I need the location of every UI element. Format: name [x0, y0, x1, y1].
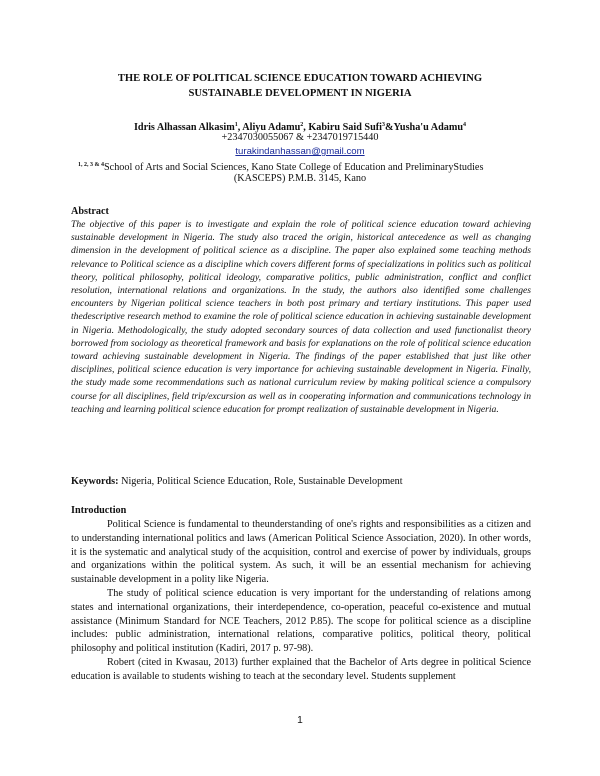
intro-paragraph-3: Robert (cited in Kwasau, 2013) further explained that the Bachelor of Arts degree in political Science education is available to students wishing to teach at the secondary level. Students supplement [71, 656, 531, 682]
paper-title [60, 71, 540, 101]
author-4-sup: 4 [463, 122, 467, 128]
affiliation-text: School of Arts and Social Sciences, Kano State College of Education and PreliminaryStudies [104, 162, 484, 173]
author-3: Kabiru Said Sufi [308, 122, 382, 133]
intro-paragraph-1: Political Science is fundamental to theunderstanding of one's rights and responsibilities as a citizen and to understanding international politics and laws (American Political Science Association, 2020). In other words, it is the systematic and analytical study of the acquisition, control and exercise of power by individuals, groups and organizations within the political system. As such, it will be an essential mechanism for achieving sustainable development in a polity like Nigeria. [71, 519, 531, 586]
page-number: 1 [297, 715, 303, 726]
keywords-text: Nigeria, Political Science Education, Role, Sustainable Development [118, 476, 403, 487]
keywords [71, 475, 531, 488]
author-3-sup: 3 [381, 122, 385, 128]
affiliation-line-2: (KASCEPS) P.M.B. 3145, Kano [233, 173, 367, 184]
author-1-sup: 1 [234, 122, 238, 128]
author-2-sup: 2 [300, 122, 304, 128]
author-separator: , [237, 122, 243, 133]
author-separator: , [303, 122, 309, 133]
intro-paragraph-2: The study of political science education is very important for the understanding of relations among states and international organizations, their interdependence, co-operation, peaceful co-existence and mutual assistance (Minimum Standard for NCE Teachers, 2012 P.85). The scope for political science as a discipline includes: public administration, international relations, comparative politics, political theory, political philosophy and political institution (Kadiri, 2017 p. 97-98). [71, 587, 531, 655]
author-separator: & [384, 122, 394, 133]
author-1: Idris Alhassan Alkasim [133, 122, 235, 133]
email-link-container [60, 145, 540, 159]
phone-numbers: +2347030055067 & +2347019715440 [221, 132, 379, 143]
introduction-body [71, 518, 531, 684]
introduction-heading: Introduction [71, 505, 127, 516]
author-2: Aliyu Adamu [242, 122, 301, 133]
title-line-1: THE ROLE OF POLITICAL SCIENCE EDUCATION TOWARD ACHIEVING [117, 73, 483, 84]
title-line-2: SUSTAINABLE DEVELOPMENT IN NIGERIA [188, 88, 412, 99]
abstract-text: The objective of this paper is to investigate and explain the role of political science education toward achieving sustainable development in Nigeria. The study also traced the origin, historical antecedence as well as changing dimension in the development of political science as a discipline. The paper also explained some teaching methods relevance to Political science as a discipline which covers different forms of specializations in politics such as political theory, political philosophy, political ideology, comparative politics, public administration, conflict and conflict resolution, international relations and organizations. In the study, the authors also identified some challenges encounters by Nigerian political science teachers in both post primary and tertiary institutions. This paper used thedescriptive research method to examine the role of political science education in achieving sustainable development in Nigeria. Methodologically, the study adopted secondary sources of data collection and used functionalist theory borrowed from sociology as theoretical framework and basis for explanations on the role of political science education toward achieving sustainable development in Nigeria. The findings of the paper established that just like other disciplines, political science education is very importance for achieving sustainable development in Nigeria. Finally, the study made some recommendations such as national curriculum review by making political science a compulsory course for all disciplines, field trip/excursion as well as in cooperating information and communications technology in teaching and learning political science education for prompt realization of sustainable development in Nigeria. [71, 219, 531, 415]
author-4: Yusha'u Adamu [393, 122, 464, 133]
keywords-label: Keywords: [71, 476, 119, 487]
abstract-heading: Abstract [71, 206, 109, 217]
affiliation-sup: 1, 2, 3 & 4 [78, 162, 104, 168]
email-link[interactable]: turakindanhassan@gmail.com [235, 146, 365, 157]
